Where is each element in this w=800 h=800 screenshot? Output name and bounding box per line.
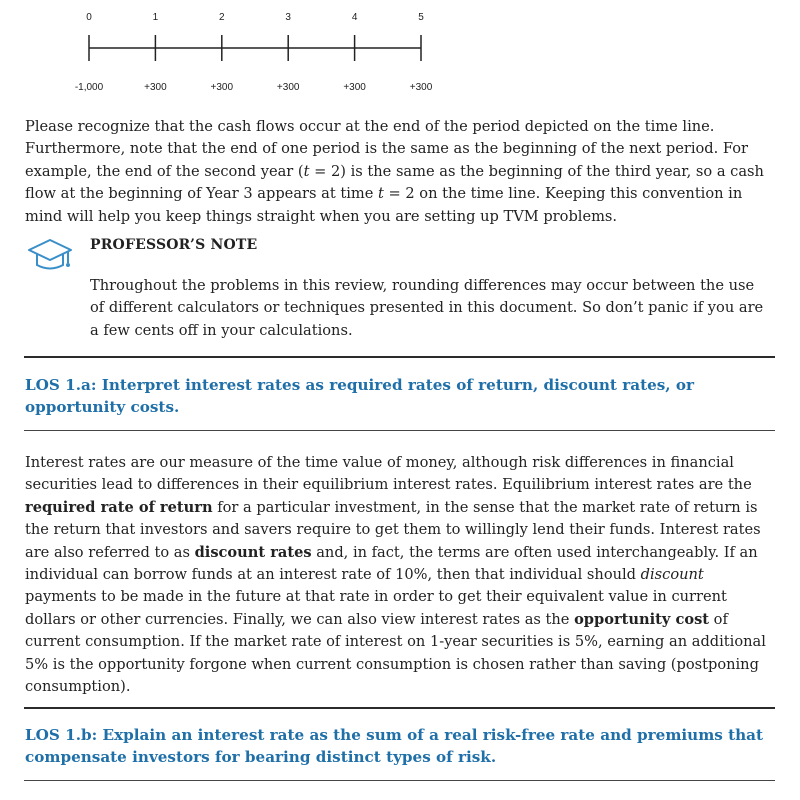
- italic-term: t: [377, 185, 384, 203]
- period-label: 1: [152, 12, 159, 23]
- cash-flow-label: +300: [276, 82, 300, 93]
- text-run: = 2 on the time line. Keeping this convention in mind will help you keep things straight when you are setting up TVM problems.: [25, 185, 743, 225]
- text-run: payments to be made in the future at that rate in order to get their equivalent value in current dollars or other currencies. Finally, we can also view interest rates as the: [25, 588, 727, 628]
- los-1b-heading: LOS 1.b: Explain an interest rate as the sum of a real risk-free rate and premiums that compensate investors for bearing distinct types of risk.: [25, 726, 764, 766]
- cash-flow-label: +300: [409, 82, 433, 93]
- bold-term: discount rates: [194, 543, 312, 561]
- section-divider: [24, 780, 775, 781]
- graduation-cap-icon: [24, 234, 74, 276]
- period-label: 2: [219, 12, 225, 23]
- italic-term: discount: [640, 566, 704, 584]
- text-run: = 2) is the same as the beginning of the third year, so a cash flow at the beginning of Year 3 appears at time: [25, 162, 764, 203]
- cash-flow-label: -1,000: [74, 82, 104, 93]
- bold-term: required rate of return: [25, 498, 213, 516]
- period-label: 5: [418, 12, 424, 23]
- text-run: and, in fact, the terms are often used interchangeably. If an individual can borrow funds at an interest rate of 10%, then that individual should: [25, 543, 758, 584]
- text-run: Please recognize that the cash flows occur at the end of the period depicted on the time line. Furthermore, note that the end of one period is the same as the beginning of the next period. For example, the end of the second year (: [25, 118, 749, 180]
- cash-flow-label: +300: [343, 82, 366, 93]
- period-label: 3: [285, 12, 291, 23]
- cash-flow-label: +300: [144, 82, 167, 93]
- text-run: Interest rates are our measure of the time value of money, although risk differences in financial securities lead to differences in their equilibrium interest rates. Equilibrium interest rates are the: [25, 454, 752, 494]
- text-run: for a particular investment, in the sense that the market rate of return is the return that investors and savers require to get them to willingly lend their funds. Interest rates are also referred to as: [25, 498, 761, 561]
- section-divider: [24, 356, 775, 358]
- period-label: 4: [351, 12, 358, 23]
- italic-term: t: [303, 162, 310, 180]
- section-divider: [24, 430, 775, 431]
- period-label: 0: [86, 12, 92, 23]
- text-run: of current consumption. If the market rate of interest on 1-year securities is 5%, earning an additional 5% is the opportunity forgone when current consumption is chosen rather than saving (postponing consumption).: [25, 610, 766, 696]
- los-1a-paragraph: [25, 452, 777, 698]
- professor-note-heading: PROFESSOR’S NOTE: [90, 237, 258, 253]
- los-1a-heading: LOS 1.a: Interpret interest rates as required rates of return, discount rates, or opportunity costs.: [25, 376, 695, 416]
- cash-flow-timeline: [0, 0, 800, 100]
- professor-note-body: Throughout the problems in this review, rounding differences may occur between the use of different calculators or techniques presented in this document. So don’t panic if you are a few cents off in your calculations.: [90, 277, 764, 339]
- section-divider: [24, 707, 775, 709]
- cash-flow-label: +300: [210, 82, 234, 93]
- bold-term: opportunity cost: [574, 610, 710, 628]
- intro-paragraph: [25, 116, 777, 228]
